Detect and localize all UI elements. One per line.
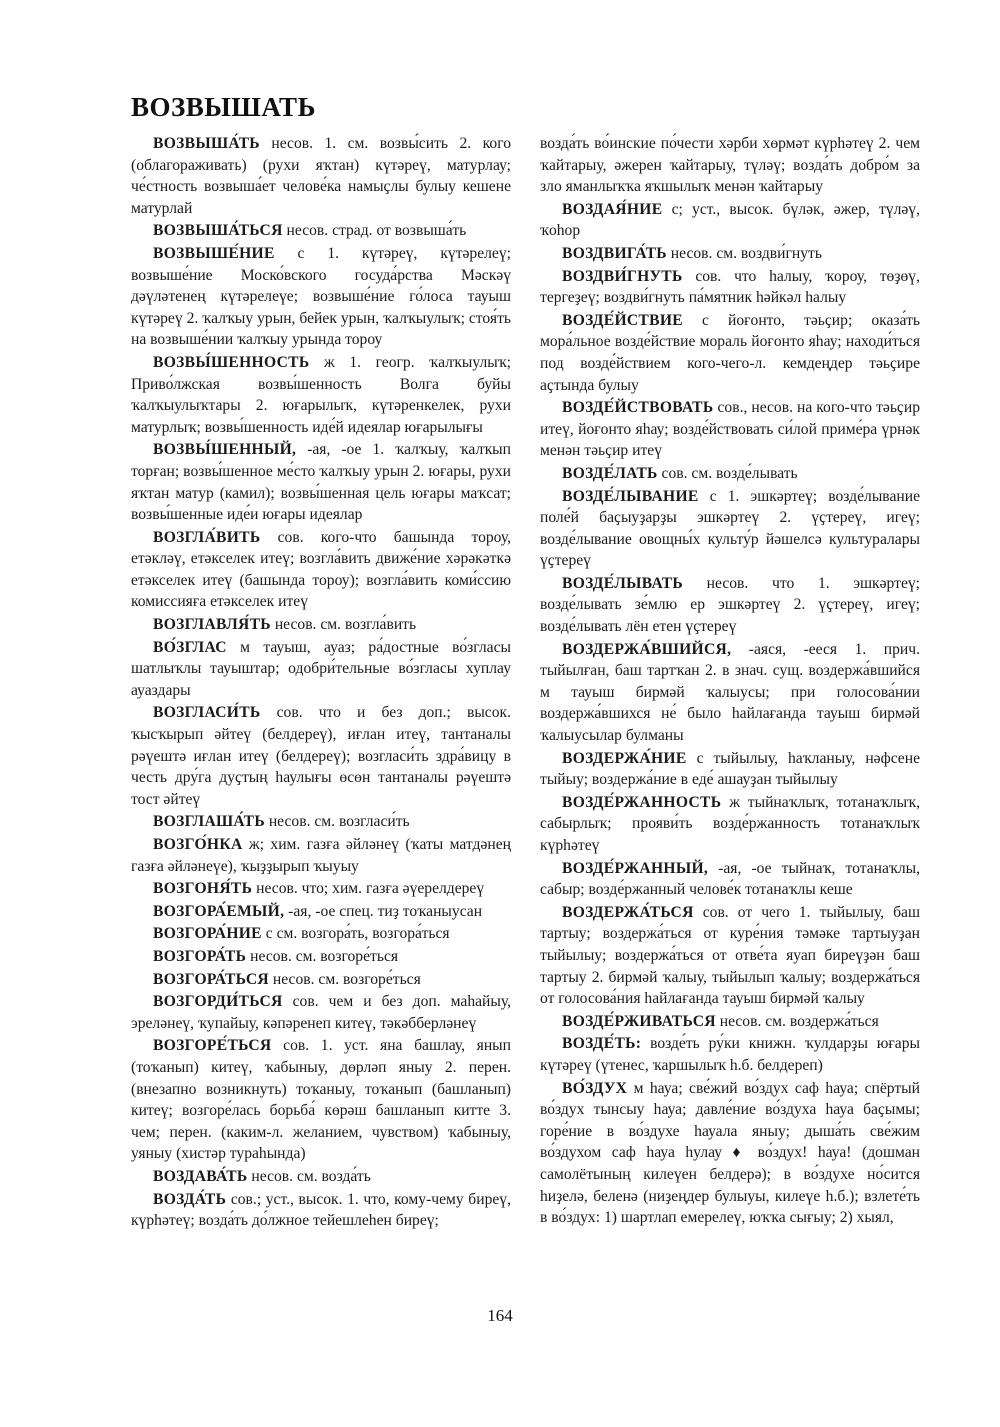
dictionary-entry	[131, 702, 511, 810]
dictionary-entry	[540, 902, 920, 1010]
entry-headword: ВОЗДЕРЖА́ВШИЙСЯ,	[562, 640, 732, 658]
entry-definition: несов. см. возгоре́ться	[269, 970, 421, 988]
entry-definition: ж; хим. газға әйләнеү (ҡаты матдәнең газға әйләнеүе), ҡыҙҙырып ҡыуыу	[131, 836, 511, 875]
entry-headword: ВОЗВЫ́ШЕННЫЙ,	[153, 441, 297, 459]
entry-definition: с см. возгора́ть, возгора́ться	[261, 925, 450, 943]
entry-headword: ВОЗДЕ́РЖАННЫЙ,	[562, 859, 709, 877]
dictionary-entry	[540, 243, 920, 265]
dictionary-entry	[131, 220, 511, 242]
dictionary-entry	[540, 486, 920, 572]
entry-headword: ВОЗГЛАВЛЯ́ТЬ	[153, 616, 271, 634]
entry-definition: несов. см. возгласи́ть	[264, 813, 410, 831]
entry-headword: ВОЗДАЯ́НИЕ	[562, 200, 663, 218]
dictionary-entry	[540, 1078, 920, 1229]
entry-definition: -ая, -ое спец. тиҙ тоҡаныусан	[284, 902, 483, 920]
entry-definition: несов. страд. от возвыша́ть	[282, 222, 467, 240]
entry-definition: возда́ть во́инские по́чести хәрби хөрмәт күрһәтеү 2. чем ҡайтарыу, әжерен ҡайтарыу, түләү; возда́ть добро́м за зло яманлыҡҡа яҡшылыҡ менән ҡайтарыу	[540, 135, 920, 196]
entry-definition: несов. см. воздви́гнуть	[666, 244, 822, 262]
dictionary-entry	[540, 310, 920, 396]
entry-definition: м һауа; све́жий во́здух саф һауа; спёртый во́здух тынсыу һауа; давле́ние во́здуха һауа баҫымы; горе́ние в во́здухе һауала яныу; дыша́ть све́жим во́здухом саф һауа һулау ♦ во́здух! һауа! (дошман самолётының килеүен белдерә); в во́здухе но́сится һиҙелә, беленә (ниҙеңдер булыуы, килеүе һ.б.); взлете́ть в во́здух: 1) шартлап емерелеү, юҡҡа сығыу; 2) хыял,	[540, 1079, 920, 1227]
entry-headword: ВОЗВЫ́ШЕННОСТЬ	[153, 353, 310, 371]
entry-headword: ВОЗГОРА́ТЬСЯ	[153, 970, 269, 988]
entry-headword: ВОЗГОРДИ́ТЬСЯ	[153, 993, 283, 1011]
entry-definition: несов. см. возгоре́ться	[246, 947, 399, 965]
dictionary-entry	[131, 1189, 511, 1232]
dictionary-entry	[540, 1033, 920, 1076]
dictionary-entry	[131, 1035, 511, 1165]
entry-definition: несов. см. возда́ть	[247, 1167, 371, 1185]
entry-headword: ВО́ЗГЛАС	[153, 638, 227, 656]
entry-headword: ВОЗГЛАША́ТЬ	[153, 813, 265, 831]
entry-headword: ВОЗДЕ́ЛЫВАНИЕ	[562, 487, 699, 505]
entry-definition: несов. 1. см. возвы́сить 2. кого (облагораживать) (рухи яҡтан) күтәреү, матурлау; че́стность возвыша́ет челове́ка намыҫлы булыу кешене матурлай	[131, 135, 511, 217]
entry-definition: с; уст., высок. бүләк, әжер, түләү, ҡоһор	[540, 200, 920, 240]
dictionary-entry	[131, 1166, 511, 1188]
entry-definition: сов. 1. уст. яна башлау, янып (тоҡанып) китеү, ҡабыныу, дөрләп яныу 2. перен. (внезапно возникнуть) тоҡаныу, тоҡанып (башланып) китеү; возгоре́лась борьба́ көрәш башланып китте 3. чем; перен. (каким-л. желанием, чувством) ҡабыныу, уяныу (хистәр тураһында)	[131, 1037, 511, 1163]
entry-definition: -ая, -ое тыйнаҡ, тотанаҡлы, сабыр; возде́ржанный челове́к тотанаҡлы кеше	[540, 859, 920, 899]
dictionary-entry	[131, 439, 511, 525]
dictionary-entry	[131, 527, 511, 613]
entry-headword: ВОЗГОНЯ́ТЬ	[153, 880, 253, 898]
dictionary-entry	[131, 923, 511, 945]
dictionary-entry	[131, 614, 511, 636]
entry-headword: ВОЗДЕ́ЛЫВАТЬ	[562, 574, 683, 592]
entry-headword: ВОЗГОРА́НИЕ	[153, 925, 262, 943]
entry-definition: с тыйылыу, һаҡланыу, нәфсене тыйыу; воздержа́ние в еде́ ашауҙан тыйылыу	[540, 749, 920, 789]
entry-definition: сов. кого-что башында тороу, етәкләү, етәкселек итеү; возгла́вить движе́ние хәрәкәткә етәкселек итеү (башында тороу); возгла́вить коми́ссию комиссияға етәкселек итеү	[131, 528, 511, 611]
dictionary-entry	[131, 946, 511, 968]
dictionary-entry	[131, 901, 511, 923]
entry-headword: ВО́ЗДУХ	[562, 1079, 628, 1097]
dictionary-entry	[540, 397, 920, 462]
entry-definition: м тауыш, ауаз; ра́достные во́згласы шатлыҡлы тауыштар; одобри́тельные во́згласы хуплау ауаздары	[131, 638, 511, 699]
entry-headword: ВОЗДА́ТЬ	[153, 1190, 227, 1208]
right-column	[540, 133, 920, 1230]
entry-headword: ВОЗДЕ́РЖИВАТЬСЯ	[562, 1012, 716, 1030]
dictionary-entry	[131, 969, 511, 991]
entry-definition: ж 1. геогр. ҡалҡыулыҡ; Приво́лжская возвы́шенность Волга буйы ҡалҡыулыҡтары 2. юғарылыҡ, күтәренкелек, рухи матурлыҡ; возвы́шенность иде́й идеялар юғарылығы	[131, 353, 511, 436]
entry-headword: ВОЗДВИГА́ТЬ	[562, 244, 667, 262]
entry-definition: с йоғонто, тәьҫир; оказа́ть мора́льное возде́йствие мораль йоғонто яһау; находи́ться под возде́йствием кого-чего-л. кемдеңдер тәьҫире аҫтында булыу	[540, 311, 920, 394]
dictionary-entry	[540, 266, 920, 309]
entry-headword: ВОЗДЕ́ТЬ:	[562, 1035, 642, 1053]
entry-definition: с 1. эшкәртеү; возде́лывание поле́й баҫыуҙарҙы эшкәртеү 2. үҫтереү, игеү; возде́лывание овощны́х культу́р йәшелсә культуралары үҫтереү	[540, 487, 920, 570]
dictionary-entry	[540, 639, 920, 747]
entry-headword: ВОЗГОРА́ЕМЫЙ,	[153, 902, 285, 920]
dictionary-entry	[131, 834, 511, 877]
left-column	[131, 133, 511, 1233]
entry-headword: ВОЗГЛА́ВИТЬ	[153, 528, 261, 546]
entry-definition: несов. что 1. эшкәртеү; возде́лывать зе́млю ер эшкәртеү 2. үҫтереү, игеү; возде́лывать лён етен үҫтереү	[540, 574, 920, 636]
entry-headword: ВОЗДЕ́ЛАТЬ	[562, 464, 658, 482]
entry-headword: ВОЗВЫША́ТЬ	[153, 135, 260, 152]
entry-definition: несов. см. воздержа́ться	[715, 1012, 879, 1030]
entry-definition: с 1. күтәреү, күтәрелеү; возвыше́ние Моско́вского госуда́рства Мәскәү дәүләтенең күтәрелеүе; возвыше́ние го́лоса тауыш күтәреү 2. ҡалҡыу урын, бейек урын, ҡалҡыулыҡ; стоя́ть на возвыше́нии ҡалҡыу урында тороу	[131, 244, 511, 349]
entry-headword: ВОЗГО́НКА	[153, 836, 243, 853]
entry-definition: возде́ть ру́ки книжн. ҡулдарҙы юғары күтәреү (үтенес, ҡаршылыҡ һ.б. белдереп)	[540, 1035, 920, 1074]
page-number: 164	[487, 1306, 513, 1325]
entry-headword: ВОЗГОРЕ́ТЬСЯ	[153, 1037, 272, 1055]
dictionary-entry	[540, 199, 920, 242]
entry-definition: сов. что и без доп.; высок. ҡысҡырып әйтеү (белдереү), иғлан итеү, тантаналы рәүештә иғлан итеү (белдереү); возгласи́ть здра́вицу в честь дру́га дуҫтың һаулығы өсөн тантаналы рәүештә тост әйтеү	[131, 704, 511, 808]
entry-definition: сов. см. возде́лывать	[657, 464, 798, 482]
entry-headword: ВОЗВЫШЕ́НИЕ	[153, 244, 275, 262]
entry-definition: ж тыйнаҡлыҡ, тотанаҡлыҡ, сабырлыҡ; прояви́ть возде́ржанность тотанаҡлыҡ күрһәтеү	[540, 793, 920, 854]
entry-definition: несов. что; хим. газға әүерелдереү	[252, 880, 485, 898]
dictionary-entry	[131, 243, 511, 351]
running-header: ВОЗВЫШАТЬ	[131, 92, 316, 122]
entry-definition: сов. что һалыу, ҡороу, төҙөү, тергеҙеү; воздви́гнуть па́мятник һәйкәл һалыу	[540, 267, 920, 307]
dictionary-entry	[540, 748, 920, 791]
dictionary-entry	[540, 573, 920, 638]
dictionary-entry	[131, 637, 511, 702]
entry-definition: сов. чем и без доп. маһайыу, эреләнеү, ҡупайыу, кәпәренеп китеү, тәкәбберләнеү	[131, 993, 511, 1032]
dictionary-entry	[131, 133, 511, 219]
entry-headword: ВОЗДЕ́РЖАННОСТЬ	[562, 793, 722, 811]
dictionary-entry	[131, 878, 511, 900]
entry-definition: сов., несов. на кого-что тәьҫир итеү, йоғонто яһау; возде́йствовать си́лой приме́ра үрнәк менән тәьҫир итеү	[540, 399, 920, 460]
entry-headword: ВОЗДЕРЖА́ТЬСЯ	[562, 903, 694, 921]
entry-headword: ВОЗВЫША́ТЬСЯ	[153, 222, 283, 240]
entry-definition: -ая, -ое 1. ҡалҡыу, ҡалҡып торған; возвы́шенное ме́сто ҡалҡыу урын 2. юғары, рухи яҡтан матур (камил); возвы́шенная цель юғары маҡсат; возвы́шенные иде́и юғары идеялар	[131, 441, 511, 524]
entry-headword: ВОЗДЕРЖА́НИЕ	[562, 749, 687, 767]
entry-headword: ВОЗГЛАСИ́ТЬ	[153, 704, 261, 722]
dictionary-entry	[540, 133, 920, 198]
dictionary-entry	[131, 991, 511, 1034]
dictionary-entry	[540, 1011, 920, 1033]
entry-definition: -аяся, -ееся 1. прич. тыйылған, баш тартҡан 2. в знач. сущ. воздержа́вшийся м тауыш бирмәй ҡалыусы; при голосова́нии воздержа́вшихся не́ было һайлағанда тауыш бирмәй ҡалыусылар булманы	[540, 640, 920, 745]
entry-headword: ВОЗДАВА́ТЬ	[153, 1167, 248, 1185]
entry-headword: ВОЗДВИ́ГНУТЬ	[562, 267, 683, 285]
dictionary-entry	[540, 792, 920, 857]
entry-headword: ВОЗГОРА́ТЬ	[153, 947, 247, 965]
entry-headword: ВОЗДЕ́ЙСТВИЕ	[562, 311, 683, 329]
dictionary-entry	[131, 811, 511, 833]
dictionary-entry	[131, 352, 511, 438]
entry-definition: сов.; уст., высок. 1. что, кому-чему биреү, күрһәтеү; возда́ть до́лжное тейешлеһен биреү;	[131, 1190, 511, 1230]
dictionary-entry	[540, 858, 920, 901]
dictionary-entry	[540, 463, 920, 485]
entry-headword: ВОЗДЕ́ЙСТВОВАТЬ	[562, 399, 714, 417]
entry-definition: несов. см. возгла́вить	[270, 616, 417, 634]
entry-definition: сов. от чего 1. тыйылыу, баш тартыу; воздержа́ться от куре́ния тәмәке тартыуҙан тыйылыу; воздержа́ться от отве́та яуап биреүҙән баш тартыу 2. бирмәй ҡалыу, тыйылып ҡалыу; воздержа́ться от голосова́ния һайлағанда тауыш бирмәй ҡалыу	[540, 903, 920, 1008]
